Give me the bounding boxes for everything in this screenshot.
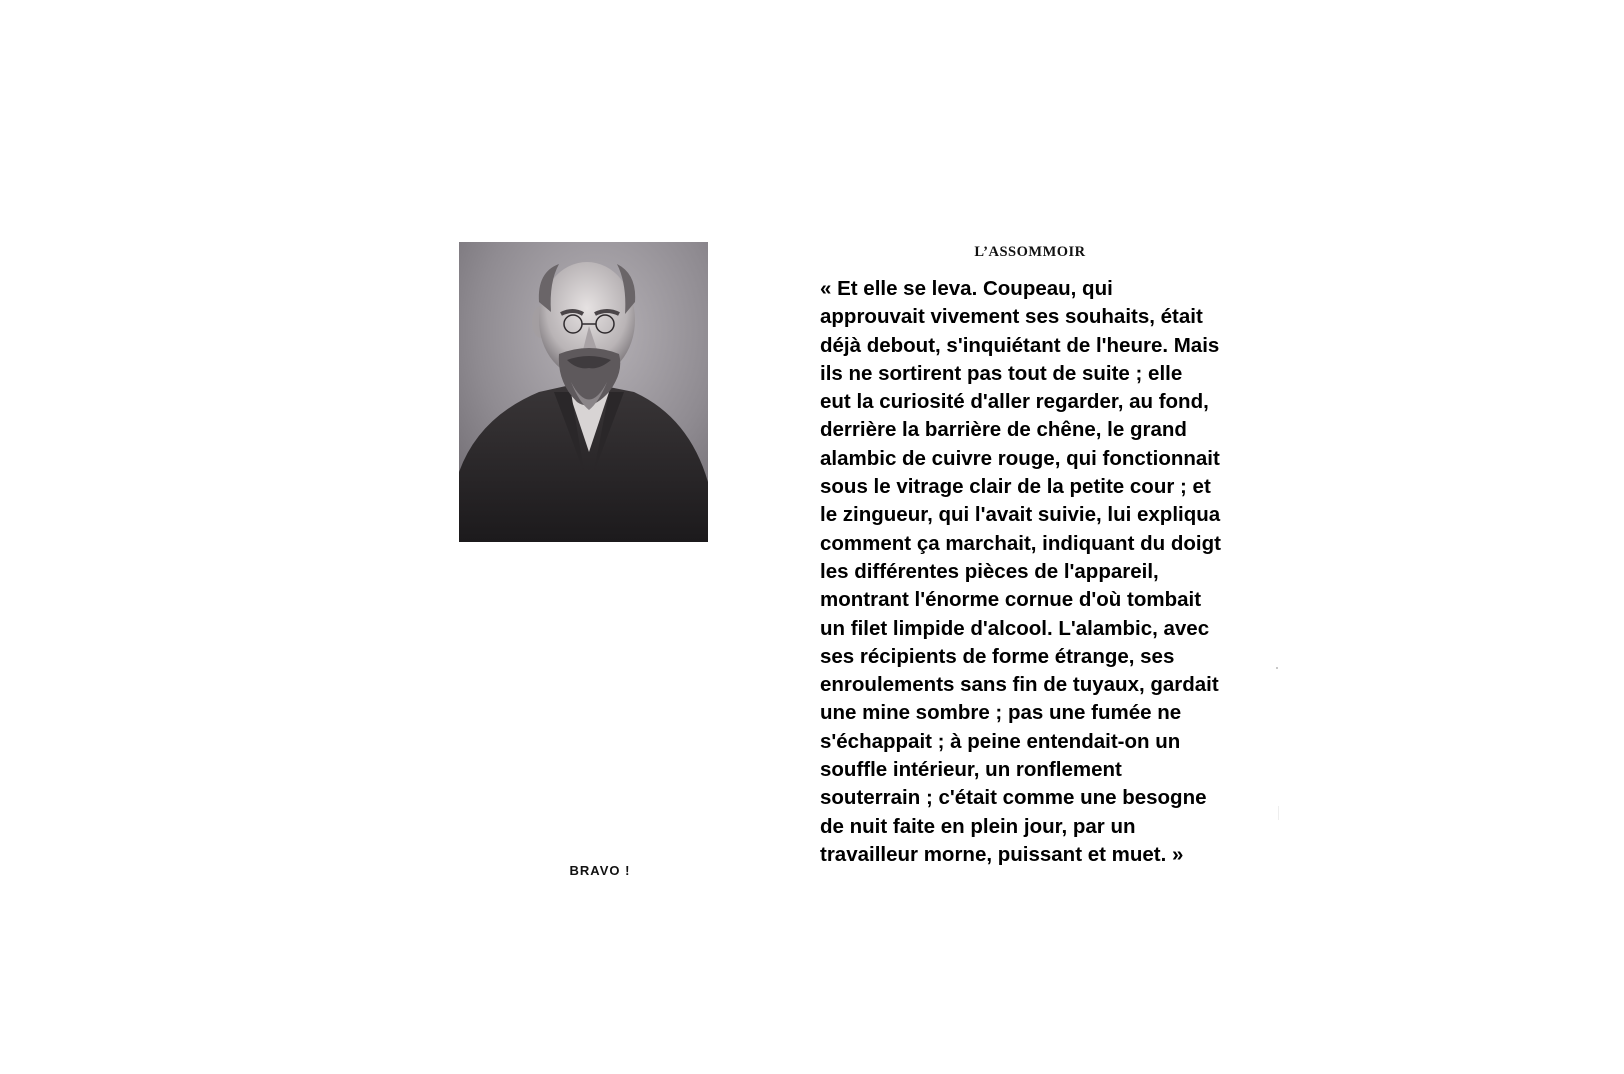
quote-line: s'échappait ; à peine entendait-on un xyxy=(820,729,1181,753)
book-title: L’ASSOMMOIR xyxy=(974,244,1086,260)
quote-line: les différentes pièces de l'appareil, xyxy=(820,559,1159,583)
quote-line: approuvait vivement ses souhaits, était xyxy=(820,305,1203,329)
quote-line: derrière la barrière de chêne, le grand xyxy=(820,418,1187,442)
quote-line: déjà debout, s'inquiétant de l'heure. Mais xyxy=(820,333,1220,357)
quote-line: souterrain ; c'était comme une besogne xyxy=(820,786,1207,810)
quote-line: une mine sombre ; pas une fumée ne xyxy=(820,701,1182,725)
quote-line: eut la curiosité d'aller regarder, au fond, xyxy=(820,390,1209,414)
quote-line: un filet limpide d'alcool. L'alambic, avec xyxy=(820,616,1210,640)
quote-text xyxy=(820,275,1290,869)
quote-line: ils ne sortirent pas tout de suite ; elle xyxy=(820,361,1183,385)
quote-line: souffle intérieur, un ronflement xyxy=(820,758,1122,782)
author-portrait xyxy=(459,242,708,542)
caption-bravo: BRAVO ! xyxy=(569,863,631,878)
quote-line: « Et elle se leva. Coupeau, qui xyxy=(820,277,1113,300)
quote-line: de nuit faite en plein jour, par un xyxy=(820,814,1136,838)
quote-line: ses récipients de forme étrange, ses xyxy=(820,644,1175,668)
quote-line: sous le vitrage clair de la petite cour ; et xyxy=(820,475,1211,499)
quote-line: alambic de cuivre rouge, qui fonctionnait xyxy=(820,446,1220,470)
quote-line: comment ça marchait, indiquant du doigt xyxy=(820,531,1221,555)
quote-line: montrant l'énorme cornue d'où tombait xyxy=(820,588,1202,612)
quote-line: le zingueur, qui l'avait suivie, lui expliqua xyxy=(820,503,1221,527)
scan-speck xyxy=(1276,667,1278,669)
portrait-photo xyxy=(459,242,708,542)
scan-speck xyxy=(1278,806,1279,820)
quote-line: enroulements sans fin de tuyaux, gardait xyxy=(820,673,1219,697)
quote-line: travailleur morne, puissant et muet. » xyxy=(820,842,1184,866)
